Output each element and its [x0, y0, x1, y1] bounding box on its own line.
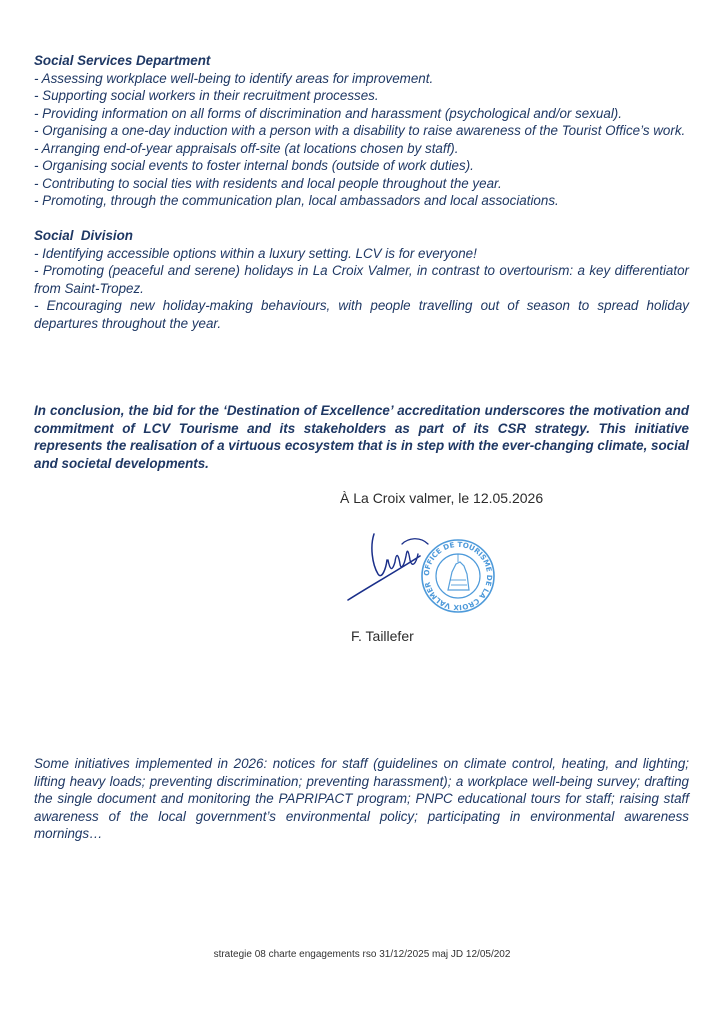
list-item: - Promoting, through the communication plan, local ambassadors and local associations.: [34, 193, 559, 208]
signature-and-stamp: [340, 524, 510, 624]
stamp-text: OFFICE DE TOURISME DE LA CROIX VALMER: [421, 539, 495, 613]
social-division-title: Social Division: [34, 228, 133, 243]
social-services-title: Social Services Department: [34, 53, 211, 68]
list-item: - Organising social events to foster internal bonds (outside of work duties).: [34, 158, 474, 173]
list-item: - Identifying accessible options within a luxury setting. LCV is for everyone!: [34, 245, 477, 261]
main-content: [34, 52, 689, 332]
official-stamp: [422, 540, 494, 612]
conclusion-paragraph: In conclusion, the bid for the ‘Destination of Excellence’ accreditation underscores the motivation and commitment of LCV Tourisme and its stakeholders as part of its CSR strategy. This initiative represents the realisation of a virtuous ecosystem that is in step with the ever-changing climate, social and societal developments.: [34, 403, 689, 471]
section-spacer: [34, 210, 689, 228]
list-item: - Organising a one-day induction with a person with a disability to raise awareness of the Tourist Office’s work.: [34, 123, 686, 138]
place-and-date: À La Croix valmer, le 12.05.2026: [340, 490, 544, 506]
initiatives-paragraph: Some initiatives implemented in 2026: notices for staff (guidelines on climate control, heating, and lighting; lifting heavy loads; preventing discrimination; preventing harassment); a workplace well-being survey; drafting the single document and monitoring the PAPRIPACT program; PNPC educational tours for staff; raising staff awareness of the local government’s environmental policy; participating in environmental awareness mornings…: [34, 756, 689, 841]
list-item: - Supporting social workers in their recruitment processes.: [34, 88, 379, 103]
list-item: - Contributing to social ties with residents and local people throughout the year.: [34, 175, 502, 191]
list-item: - Encouraging new holiday-making behaviours, with people travelling out of season to spread holiday departures throughout the year.: [34, 298, 689, 331]
list-item: - Assessing workplace well-being to identify areas for improvement.: [34, 70, 434, 86]
footer-reference: strategie 08 charte engagements rso 31/12/2025 maj JD 12/05/202: [213, 949, 511, 960]
social-services-list: [34, 70, 689, 210]
social-division-list: [34, 245, 689, 333]
list-item: - Arranging end-of-year appraisals off-site (at locations chosen by staff).: [34, 140, 459, 156]
handwritten-signature: [348, 534, 428, 600]
signature-stamp-graphic: [340, 524, 510, 624]
list-item: - Promoting (peaceful and serene) holidays in La Croix Valmer, in contrast to overtourism: a key differentiator from Saint-Tropez.: [34, 263, 689, 296]
list-item: - Providing information on all forms of discrimination and harassment (psychological and/or sexual).: [34, 105, 622, 121]
signer-name: F. Taillefer: [351, 628, 414, 644]
